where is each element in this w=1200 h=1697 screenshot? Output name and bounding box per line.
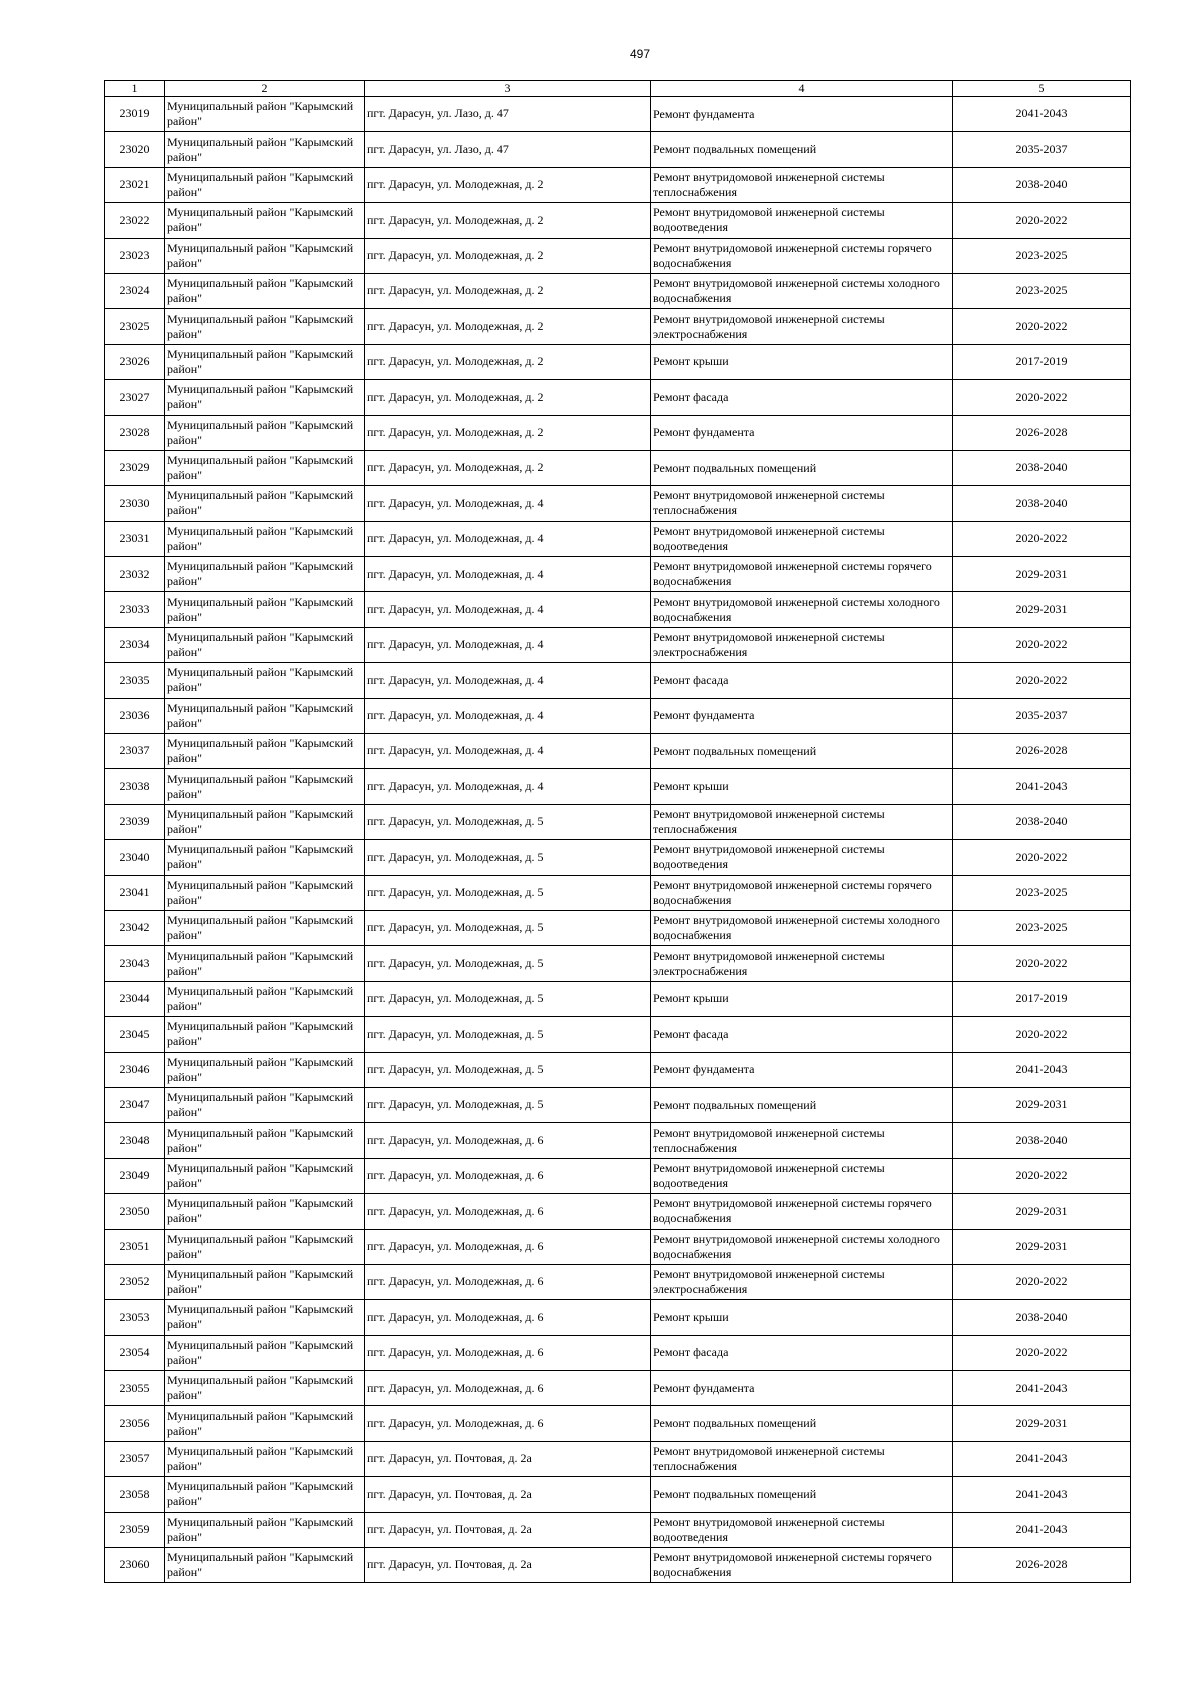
cell-number: 23053 xyxy=(105,1300,165,1335)
table-row xyxy=(105,1477,1131,1512)
cell-period: 2038-2040 xyxy=(953,804,1131,839)
cell-address: пгт. Дарасун, ул. Молодежная, д. 2 xyxy=(365,203,651,238)
cell-period: 2020-2022 xyxy=(953,203,1131,238)
cell-number: 23058 xyxy=(105,1477,165,1512)
table-row xyxy=(105,1264,1131,1299)
cell-period: 2041-2043 xyxy=(953,1371,1131,1406)
table-row xyxy=(105,344,1131,379)
table-row xyxy=(105,875,1131,910)
cell-district: Муниципальный район "Карымский район" xyxy=(165,309,365,344)
cell-district: Муниципальный район "Карымский район" xyxy=(165,769,365,804)
column-header-1: 1 xyxy=(105,81,165,97)
table-row xyxy=(105,1194,1131,1229)
cell-district: Муниципальный район "Карымский район" xyxy=(165,450,365,485)
cell-period: 2020-2022 xyxy=(953,380,1131,415)
cell-period: 2029-2031 xyxy=(953,1194,1131,1229)
cell-number: 23027 xyxy=(105,380,165,415)
cell-number: 23059 xyxy=(105,1512,165,1547)
cell-number: 23056 xyxy=(105,1406,165,1441)
cell-district: Муниципальный район "Карымский район" xyxy=(165,415,365,450)
cell-address: пгт. Дарасун, ул. Молодежная, д. 2 xyxy=(365,344,651,379)
cell-work-type: Ремонт подвальных помещений xyxy=(651,1087,953,1122)
cell-number: 23050 xyxy=(105,1194,165,1229)
cell-work-type: Ремонт крыши xyxy=(651,981,953,1016)
cell-district: Муниципальный район "Карымский район" xyxy=(165,1406,365,1441)
cell-address: пгт. Дарасун, ул. Молодежная, д. 4 xyxy=(365,698,651,733)
cell-number: 23036 xyxy=(105,698,165,733)
cell-number: 23034 xyxy=(105,627,165,662)
cell-address: пгт. Дарасун, ул. Молодежная, д. 2 xyxy=(365,238,651,273)
cell-work-type: Ремонт внутридомовой инженерной системы водоотведения xyxy=(651,203,953,238)
table-row xyxy=(105,1371,1131,1406)
table-row xyxy=(105,97,1131,132)
cell-work-type: Ремонт фундамента xyxy=(651,415,953,450)
cell-address: пгт. Дарасун, ул. Молодежная, д. 6 xyxy=(365,1158,651,1193)
cell-work-type: Ремонт внутридомовой инженерной системы теплоснабжения xyxy=(651,1441,953,1476)
cell-work-type: Ремонт фасада xyxy=(651,380,953,415)
cell-address: пгт. Дарасун, ул. Молодежная, д. 5 xyxy=(365,981,651,1016)
cell-district: Муниципальный район "Карымский район" xyxy=(165,380,365,415)
column-header-3: 3 xyxy=(365,81,651,97)
cell-address: пгт. Дарасун, ул. Молодежная, д. 6 xyxy=(365,1229,651,1264)
cell-period: 2038-2040 xyxy=(953,1123,1131,1158)
cell-number: 23031 xyxy=(105,521,165,556)
cell-address: пгт. Дарасун, ул. Молодежная, д. 2 xyxy=(365,273,651,308)
cell-period: 2023-2025 xyxy=(953,875,1131,910)
cell-period: 2029-2031 xyxy=(953,557,1131,592)
table-row xyxy=(105,1158,1131,1193)
cell-address: пгт. Дарасун, ул. Молодежная, д. 2 xyxy=(365,450,651,485)
cell-district: Муниципальный район "Карымский район" xyxy=(165,910,365,945)
column-header-5: 5 xyxy=(953,81,1131,97)
cell-period: 2029-2031 xyxy=(953,1406,1131,1441)
cell-district: Муниципальный район "Карымский район" xyxy=(165,663,365,698)
cell-period: 2026-2028 xyxy=(953,415,1131,450)
cell-number: 23047 xyxy=(105,1087,165,1122)
cell-number: 23040 xyxy=(105,840,165,875)
cell-period: 2023-2025 xyxy=(953,238,1131,273)
table-header xyxy=(105,81,1131,97)
cell-period: 2020-2022 xyxy=(953,309,1131,344)
cell-district: Муниципальный район "Карымский район" xyxy=(165,1477,365,1512)
cell-number: 23026 xyxy=(105,344,165,379)
cell-address: пгт. Дарасун, ул. Молодежная, д. 4 xyxy=(365,627,651,662)
cell-district: Муниципальный район "Карымский район" xyxy=(165,557,365,592)
header-row xyxy=(105,81,1131,97)
cell-district: Муниципальный район "Карымский район" xyxy=(165,167,365,202)
cell-number: 23060 xyxy=(105,1548,165,1583)
cell-district: Муниципальный район "Карымский район" xyxy=(165,946,365,981)
cell-address: пгт. Дарасун, ул. Молодежная, д. 4 xyxy=(365,521,651,556)
cell-address: пгт. Дарасун, ул. Молодежная, д. 4 xyxy=(365,557,651,592)
cell-address: пгт. Дарасун, ул. Молодежная, д. 5 xyxy=(365,1017,651,1052)
table-row xyxy=(105,1300,1131,1335)
table-row xyxy=(105,450,1131,485)
table-row xyxy=(105,1335,1131,1370)
cell-district: Муниципальный район "Карымский район" xyxy=(165,1123,365,1158)
cell-number: 23037 xyxy=(105,734,165,769)
table-row xyxy=(105,1052,1131,1087)
table-row xyxy=(105,734,1131,769)
cell-district: Муниципальный район "Карымский район" xyxy=(165,486,365,521)
cell-number: 23022 xyxy=(105,203,165,238)
cell-period: 2029-2031 xyxy=(953,1087,1131,1122)
cell-address: пгт. Дарасун, ул. Молодежная, д. 5 xyxy=(365,1087,651,1122)
cell-address: пгт. Дарасун, ул. Молодежная, д. 5 xyxy=(365,946,651,981)
cell-district: Муниципальный район "Карымский район" xyxy=(165,1264,365,1299)
cell-work-type: Ремонт подвальных помещений xyxy=(651,734,953,769)
cell-district: Муниципальный район "Карымский район" xyxy=(165,840,365,875)
table-row xyxy=(105,521,1131,556)
cell-number: 23051 xyxy=(105,1229,165,1264)
cell-address: пгт. Дарасун, ул. Почтовая, д. 2а xyxy=(365,1548,651,1583)
cell-period: 2041-2043 xyxy=(953,1052,1131,1087)
table-row xyxy=(105,1123,1131,1158)
cell-period: 2020-2022 xyxy=(953,1335,1131,1370)
cell-period: 2026-2028 xyxy=(953,1548,1131,1583)
cell-work-type: Ремонт внутридомовой инженерной системы горячего водоснабжения xyxy=(651,1194,953,1229)
cell-address: пгт. Дарасун, ул. Молодежная, д. 4 xyxy=(365,734,651,769)
cell-address: пгт. Дарасун, ул. Молодежная, д. 5 xyxy=(365,875,651,910)
cell-period: 2020-2022 xyxy=(953,1017,1131,1052)
table-row xyxy=(105,627,1131,662)
cell-address: пгт. Дарасун, ул. Молодежная, д. 4 xyxy=(365,486,651,521)
cell-number: 23035 xyxy=(105,663,165,698)
cell-number: 23052 xyxy=(105,1264,165,1299)
cell-number: 23030 xyxy=(105,486,165,521)
cell-district: Муниципальный район "Карымский район" xyxy=(165,1194,365,1229)
cell-number: 23021 xyxy=(105,167,165,202)
cell-address: пгт. Дарасун, ул. Молодежная, д. 6 xyxy=(365,1335,651,1370)
table-row xyxy=(105,1406,1131,1441)
table-row xyxy=(105,769,1131,804)
cell-number: 23023 xyxy=(105,238,165,273)
cell-work-type: Ремонт внутридомовой инженерной системы водоотведения xyxy=(651,1158,953,1193)
table-row xyxy=(105,415,1131,450)
cell-number: 23038 xyxy=(105,769,165,804)
cell-period: 2020-2022 xyxy=(953,840,1131,875)
table-row xyxy=(105,1017,1131,1052)
cell-district: Муниципальный район "Карымский район" xyxy=(165,1158,365,1193)
cell-number: 23024 xyxy=(105,273,165,308)
table-row xyxy=(105,273,1131,308)
cell-work-type: Ремонт внутридомовой инженерной системы горячего водоснабжения xyxy=(651,1548,953,1583)
cell-work-type: Ремонт внутридомовой инженерной системы холодного водоснабжения xyxy=(651,1229,953,1264)
table-row xyxy=(105,592,1131,627)
cell-address: пгт. Дарасун, ул. Молодежная, д. 5 xyxy=(365,910,651,945)
cell-period: 2041-2043 xyxy=(953,1441,1131,1476)
cell-work-type: Ремонт внутридомовой инженерной системы теплоснабжения xyxy=(651,804,953,839)
cell-number: 23057 xyxy=(105,1441,165,1476)
cell-address: пгт. Дарасун, ул. Молодежная, д. 6 xyxy=(365,1194,651,1229)
table-body xyxy=(105,97,1131,1583)
cell-period: 2029-2031 xyxy=(953,592,1131,627)
cell-work-type: Ремонт крыши xyxy=(651,769,953,804)
cell-number: 23019 xyxy=(105,97,165,132)
cell-work-type: Ремонт внутридомовой инженерной системы электроснабжения xyxy=(651,627,953,662)
cell-period: 2020-2022 xyxy=(953,1158,1131,1193)
cell-address: пгт. Дарасун, ул. Молодежная, д. 2 xyxy=(365,167,651,202)
cell-district: Муниципальный район "Карымский район" xyxy=(165,1300,365,1335)
cell-period: 2023-2025 xyxy=(953,273,1131,308)
table-row xyxy=(105,1512,1131,1547)
cell-number: 23043 xyxy=(105,946,165,981)
cell-period: 2029-2031 xyxy=(953,1229,1131,1264)
cell-period: 2020-2022 xyxy=(953,663,1131,698)
cell-work-type: Ремонт фундамента xyxy=(651,1052,953,1087)
cell-address: пгт. Дарасун, ул. Почтовая, д. 2а xyxy=(365,1512,651,1547)
cell-work-type: Ремонт внутридомовой инженерной системы теплоснабжения xyxy=(651,486,953,521)
table-row xyxy=(105,380,1131,415)
cell-district: Муниципальный район "Карымский район" xyxy=(165,97,365,132)
table-row xyxy=(105,486,1131,521)
cell-period: 2038-2040 xyxy=(953,167,1131,202)
cell-district: Муниципальный район "Карымский район" xyxy=(165,1371,365,1406)
cell-work-type: Ремонт подвальных помещений xyxy=(651,132,953,167)
cell-district: Муниципальный район "Карымский район" xyxy=(165,1441,365,1476)
cell-number: 23045 xyxy=(105,1017,165,1052)
cell-number: 23055 xyxy=(105,1371,165,1406)
table-row xyxy=(105,804,1131,839)
cell-address: пгт. Дарасун, ул. Почтовая, д. 2а xyxy=(365,1441,651,1476)
table-row xyxy=(105,910,1131,945)
table-row xyxy=(105,981,1131,1016)
cell-number: 23028 xyxy=(105,415,165,450)
cell-work-type: Ремонт внутридомовой инженерной системы холодного водоснабжения xyxy=(651,592,953,627)
cell-period: 2026-2028 xyxy=(953,734,1131,769)
cell-district: Муниципальный район "Карымский район" xyxy=(165,1548,365,1583)
cell-number: 23032 xyxy=(105,557,165,592)
cell-work-type: Ремонт фасада xyxy=(651,663,953,698)
cell-number: 23020 xyxy=(105,132,165,167)
cell-district: Муниципальный район "Карымский район" xyxy=(165,132,365,167)
cell-work-type: Ремонт внутридомовой инженерной системы водоотведения xyxy=(651,1512,953,1547)
cell-work-type: Ремонт фасада xyxy=(651,1335,953,1370)
cell-work-type: Ремонт внутридомовой инженерной системы электроснабжения xyxy=(651,946,953,981)
cell-address: пгт. Дарасун, ул. Лазо, д. 47 xyxy=(365,97,651,132)
cell-period: 2020-2022 xyxy=(953,946,1131,981)
cell-district: Муниципальный район "Карымский район" xyxy=(165,875,365,910)
cell-period: 2020-2022 xyxy=(953,521,1131,556)
cell-work-type: Ремонт внутридомовой инженерной системы горячего водоснабжения xyxy=(651,238,953,273)
cell-work-type: Ремонт крыши xyxy=(651,1300,953,1335)
cell-work-type: Ремонт подвальных помещений xyxy=(651,1406,953,1441)
cell-work-type: Ремонт внутридомовой инженерной системы электроснабжения xyxy=(651,309,953,344)
cell-number: 23046 xyxy=(105,1052,165,1087)
cell-address: пгт. Дарасун, ул. Молодежная, д. 2 xyxy=(365,415,651,450)
cell-work-type: Ремонт внутридомовой инженерной системы электроснабжения xyxy=(651,1264,953,1299)
cell-work-type: Ремонт внутридомовой инженерной системы холодного водоснабжения xyxy=(651,910,953,945)
cell-district: Муниципальный район "Карымский район" xyxy=(165,698,365,733)
cell-district: Муниципальный район "Карымский район" xyxy=(165,1512,365,1547)
table-row xyxy=(105,238,1131,273)
cell-work-type: Ремонт фасада xyxy=(651,1017,953,1052)
cell-district: Муниципальный район "Карымский район" xyxy=(165,273,365,308)
cell-number: 23039 xyxy=(105,804,165,839)
cell-number: 23042 xyxy=(105,910,165,945)
table-row xyxy=(105,167,1131,202)
registry-table xyxy=(104,80,1131,1583)
cell-address: пгт. Дарасун, ул. Молодежная, д. 2 xyxy=(365,309,651,344)
cell-address: пгт. Дарасун, ул. Молодежная, д. 4 xyxy=(365,592,651,627)
cell-work-type: Ремонт внутридомовой инженерной системы теплоснабжения xyxy=(651,1123,953,1158)
cell-number: 23041 xyxy=(105,875,165,910)
cell-address: пгт. Дарасун, ул. Молодежная, д. 2 xyxy=(365,380,651,415)
table-row xyxy=(105,1441,1131,1476)
table-row xyxy=(105,663,1131,698)
cell-district: Муниципальный район "Карымский район" xyxy=(165,1052,365,1087)
cell-period: 2035-2037 xyxy=(953,132,1131,167)
cell-address: пгт. Дарасун, ул. Молодежная, д. 6 xyxy=(365,1264,651,1299)
cell-work-type: Ремонт внутридомовой инженерной системы водоотведения xyxy=(651,840,953,875)
cell-work-type: Ремонт внутридомовой инженерной системы горячего водоснабжения xyxy=(651,875,953,910)
cell-number: 23048 xyxy=(105,1123,165,1158)
cell-period: 2041-2043 xyxy=(953,769,1131,804)
cell-work-type: Ремонт подвальных помещений xyxy=(651,450,953,485)
cell-district: Муниципальный район "Карымский район" xyxy=(165,203,365,238)
cell-district: Муниципальный район "Карымский район" xyxy=(165,804,365,839)
column-header-4: 4 xyxy=(651,81,953,97)
cell-address: пгт. Дарасун, ул. Лазо, д. 47 xyxy=(365,132,651,167)
cell-period: 2020-2022 xyxy=(953,627,1131,662)
cell-district: Муниципальный район "Карымский район" xyxy=(165,1335,365,1370)
cell-address: пгт. Дарасун, ул. Молодежная, д. 5 xyxy=(365,840,651,875)
cell-number: 23044 xyxy=(105,981,165,1016)
cell-period: 2023-2025 xyxy=(953,910,1131,945)
table-row xyxy=(105,1548,1131,1583)
cell-address: пгт. Дарасун, ул. Молодежная, д. 6 xyxy=(365,1123,651,1158)
table-row xyxy=(105,698,1131,733)
cell-district: Муниципальный район "Карымский район" xyxy=(165,734,365,769)
cell-work-type: Ремонт фундамента xyxy=(651,1371,953,1406)
cell-work-type: Ремонт внутридомовой инженерной системы горячего водоснабжения xyxy=(651,557,953,592)
cell-address: пгт. Дарасун, ул. Молодежная, д. 4 xyxy=(365,769,651,804)
cell-district: Муниципальный район "Карымский район" xyxy=(165,1087,365,1122)
cell-work-type: Ремонт внутридомовой инженерной системы водоотведения xyxy=(651,521,953,556)
cell-period: 2020-2022 xyxy=(953,1264,1131,1299)
table-row xyxy=(105,1229,1131,1264)
table-row xyxy=(105,1087,1131,1122)
cell-period: 2017-2019 xyxy=(953,981,1131,1016)
table-row xyxy=(105,557,1131,592)
cell-address: пгт. Дарасун, ул. Молодежная, д. 6 xyxy=(365,1406,651,1441)
page-number: 497 xyxy=(629,47,651,61)
column-header-2: 2 xyxy=(165,81,365,97)
cell-district: Муниципальный район "Карымский район" xyxy=(165,592,365,627)
cell-number: 23049 xyxy=(105,1158,165,1193)
table-row xyxy=(105,840,1131,875)
cell-work-type: Ремонт внутридомовой инженерной системы теплоснабжения xyxy=(651,167,953,202)
cell-period: 2041-2043 xyxy=(953,97,1131,132)
cell-work-type: Ремонт фундамента xyxy=(651,698,953,733)
cell-period: 2035-2037 xyxy=(953,698,1131,733)
table-row xyxy=(105,203,1131,238)
cell-period: 2038-2040 xyxy=(953,486,1131,521)
table-row xyxy=(105,132,1131,167)
cell-work-type: Ремонт фундамента xyxy=(651,97,953,132)
cell-address: пгт. Дарасун, ул. Молодежная, д. 6 xyxy=(365,1300,651,1335)
table-row xyxy=(105,309,1131,344)
cell-period: 2017-2019 xyxy=(953,344,1131,379)
table-row xyxy=(105,946,1131,981)
cell-number: 23025 xyxy=(105,309,165,344)
cell-district: Муниципальный район "Карымский район" xyxy=(165,981,365,1016)
cell-period: 2038-2040 xyxy=(953,1300,1131,1335)
cell-work-type: Ремонт крыши xyxy=(651,344,953,379)
cell-address: пгт. Дарасун, ул. Молодежная, д. 5 xyxy=(365,1052,651,1087)
cell-address: пгт. Дарасун, ул. Молодежная, д. 5 xyxy=(365,804,651,839)
cell-district: Муниципальный район "Карымский район" xyxy=(165,627,365,662)
cell-number: 23029 xyxy=(105,450,165,485)
cell-work-type: Ремонт подвальных помещений xyxy=(651,1477,953,1512)
cell-district: Муниципальный район "Карымский район" xyxy=(165,238,365,273)
cell-district: Муниципальный район "Карымский район" xyxy=(165,521,365,556)
cell-period: 2041-2043 xyxy=(953,1477,1131,1512)
cell-number: 23054 xyxy=(105,1335,165,1370)
cell-address: пгт. Дарасун, ул. Молодежная, д. 4 xyxy=(365,663,651,698)
cell-district: Муниципальный район "Карымский район" xyxy=(165,1229,365,1264)
cell-period: 2041-2043 xyxy=(953,1512,1131,1547)
cell-address: пгт. Дарасун, ул. Почтовая, д. 2а xyxy=(365,1477,651,1512)
cell-address: пгт. Дарасун, ул. Молодежная, д. 6 xyxy=(365,1371,651,1406)
cell-number: 23033 xyxy=(105,592,165,627)
cell-period: 2038-2040 xyxy=(953,450,1131,485)
cell-district: Муниципальный район "Карымский район" xyxy=(165,344,365,379)
cell-district: Муниципальный район "Карымский район" xyxy=(165,1017,365,1052)
cell-work-type: Ремонт внутридомовой инженерной системы холодного водоснабжения xyxy=(651,273,953,308)
